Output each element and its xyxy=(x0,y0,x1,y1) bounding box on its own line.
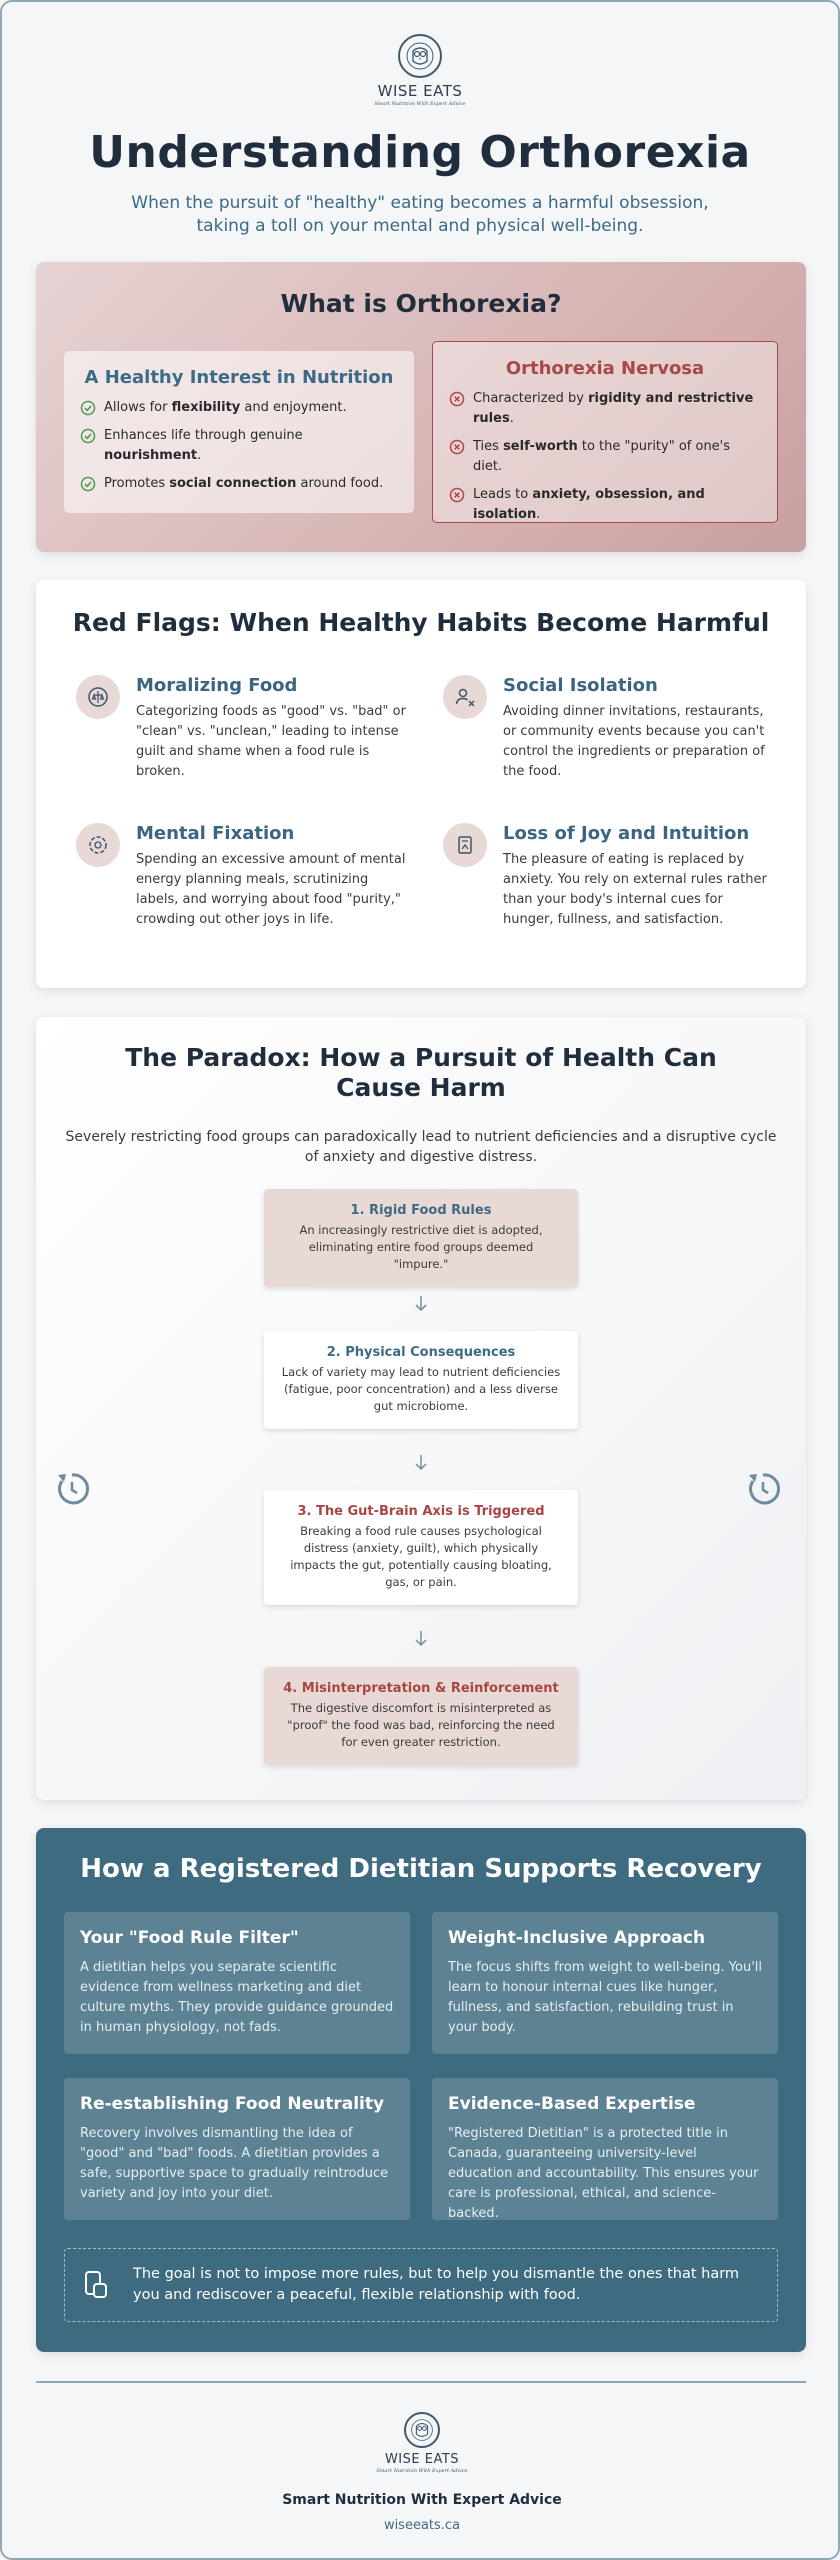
paradox-title: The Paradox: How a Pursuit of Health Can Cause Harm xyxy=(125,1043,717,1102)
red-flag-item xyxy=(76,675,406,782)
brand-tagline: Smart Nutrition With Expert Advice xyxy=(376,2468,468,2474)
cycle-arrow-icon xyxy=(52,1469,92,1509)
healthy-item: Promotes social connection around food. xyxy=(80,474,398,494)
dietitian-card-title: Evidence-Based Expertise xyxy=(448,2094,696,2114)
red-flag-text: The pleasure of eating is replaced by anxiety. You rely on external rules rather than your body's internal cues for hunger, fullness, and satisfaction. xyxy=(503,852,767,927)
healthy-item: Enhances life through genuine nourishment. xyxy=(80,426,398,466)
healthy-interest-card xyxy=(64,351,414,513)
cycle-step-text: Lack of variety may lead to nutrient deficiencies (fatigue, poor concentration) and a less diverse gut microbiome. xyxy=(281,1365,561,1413)
owl-logo-icon xyxy=(398,34,442,78)
rulebook-icon xyxy=(443,823,487,867)
dietitian-card-text: "Registered Dietitian" is a protected title in Canada, guaranteeing university-level education and accountability. This ensures your care is professional, ethical, and science-backed. xyxy=(448,2126,759,2221)
paradox-section xyxy=(36,1017,806,1800)
what-is-title: What is Orthorexia? xyxy=(280,289,562,318)
red-flag-text: Categorizing foods as "good" vs. "bad" or "clean" vs. "unclean," leading to intense guilt and shame when a food rule is broken. xyxy=(136,704,406,779)
cycle-step-card xyxy=(264,1189,578,1287)
red-flag-text: Avoiding dinner invitations, restaurants, or community events because you can't control the ingredients or preparation of the food. xyxy=(503,704,765,779)
page-title: Understanding Orthorexia xyxy=(89,127,751,178)
brand-name: WISE EATS xyxy=(377,82,463,100)
dietitian-card-title: Re-establishing Food Neutrality xyxy=(80,2094,385,2114)
paradox-intro: Severely restricting food groups can paradoxically lead to nutrient deficiencies and a disruptive cycle of anxiety and digestive distress. xyxy=(65,1129,777,1165)
footer-link[interactable]: wiseeats.ca xyxy=(383,2518,461,2533)
page-footer xyxy=(2,2412,840,2533)
dietitian-title: How a Registered Dietitian Supports Recovery xyxy=(80,1854,762,1884)
cycle-step-text: Breaking a food rule causes psychological distress (anxiety, guilt), which physically impacts the gut, potentially causing bloating, gas, or pain. xyxy=(290,1524,552,1589)
red-flag-title: Mental Fixation xyxy=(136,823,295,844)
dietitian-card xyxy=(432,2078,778,2220)
footer-strapline: Smart Nutrition With Expert Advice xyxy=(282,2492,562,2508)
dietitian-section xyxy=(36,1828,806,2352)
dietitian-card-title: Your "Food Rule Filter" xyxy=(80,1928,299,1948)
cycle-step-text: The digestive discomfort is misinterpreted as "proof" the food was bad, reinforcing the need for even greater restriction. xyxy=(287,1701,555,1749)
healthy-interest-title: A Healthy Interest in Nutrition xyxy=(84,367,394,388)
red-flag-title: Loss of Joy and Intuition xyxy=(503,823,750,844)
handshake-icon xyxy=(83,2269,111,2301)
cycle-step-card xyxy=(264,1667,578,1765)
brand-logo xyxy=(2,34,838,107)
dietitian-card-text: The focus shifts from weight to well-being. You'll learn to honour internal cues like hunger, fullness, and satisfaction, rebuilding trust in your body. xyxy=(448,1960,763,2035)
red-flag-text: Spending an excessive amount of mental energy planning meals, scrutinizing labels, and worrying about food "purity," crowding out other joys in life. xyxy=(136,852,406,927)
cycle-step-card xyxy=(264,1331,578,1429)
dietitian-card-title: Weight-Inclusive Approach xyxy=(448,1928,706,1948)
dietitian-card xyxy=(64,1912,410,2054)
healthy-item: Allows for flexibility and enjoyment. xyxy=(80,398,398,418)
dietitian-card xyxy=(64,2078,410,2220)
check-circle-icon xyxy=(80,476,96,492)
check-circle-icon xyxy=(80,428,96,444)
cycle-step-title: 3. The Gut-Brain Axis is Triggered xyxy=(297,1504,545,1519)
owl-logo-icon xyxy=(404,2412,440,2448)
orthorexia-nervosa-card xyxy=(432,341,778,523)
dietitian-card-text: Recovery involves dismantling the idea of "good" and "bad" foods. A dietitian provides a safe, supportive space to gradually reintroduce variety and joy into your diet. xyxy=(80,2126,389,2201)
cycle-step-title: 1. Rigid Food Rules xyxy=(350,1203,492,1218)
page-subtitle: When the pursuit of "healthy" eating becomes a harmful obsession, taking a toll on your mental and physical well-being. xyxy=(131,193,709,236)
scale-icon xyxy=(76,675,120,719)
nervosa-item: Ties self-worth to the "purity" of one's diet. xyxy=(449,437,761,477)
x-circle-icon xyxy=(449,487,465,503)
brand-tagline: Smart Nutrition With Expert Advice xyxy=(374,101,466,107)
goal-text: The goal is not to impose more rules, but to help you dismantle the ones that harm you and rediscover a peaceful, flexible relationship with food. xyxy=(133,2266,740,2303)
brand-name: WISE EATS xyxy=(384,2452,460,2467)
red-flag-item xyxy=(443,823,773,930)
cycle-arrow-icon xyxy=(743,1469,783,1509)
red-flag-item xyxy=(443,675,773,782)
red-flag-title: Social Isolation xyxy=(503,675,658,696)
check-circle-icon xyxy=(80,400,96,416)
brain-icon xyxy=(76,823,120,867)
what-is-section xyxy=(36,262,806,552)
cycle-step-title: 2. Physical Consequences xyxy=(326,1345,516,1360)
arrow-down-icon xyxy=(413,1629,429,1649)
arrow-down-icon xyxy=(413,1294,429,1314)
cycle-step-card xyxy=(264,1490,578,1605)
arrow-down-icon xyxy=(413,1453,429,1473)
red-flag-item xyxy=(76,823,406,930)
goal-callout xyxy=(64,2248,778,2322)
x-circle-icon xyxy=(449,439,465,455)
orthorexia-nervosa-title: Orthorexia Nervosa xyxy=(505,358,705,379)
red-flags-section xyxy=(36,580,806,988)
user-remove-icon xyxy=(443,675,487,719)
dietitian-card xyxy=(432,1912,778,2054)
red-flags-title: Red Flags: When Healthy Habits Become Harmful xyxy=(72,608,770,637)
dietitian-card-text: A dietitian helps you separate scientific evidence from wellness marketing and diet culture myths. They provide guidance grounded in human physiology, not fads. xyxy=(80,1960,394,2035)
red-flag-title: Moralizing Food xyxy=(136,675,298,696)
cycle-step-title: 4. Misinterpretation & Reinforcement xyxy=(283,1681,559,1696)
cycle-step-text: An increasingly restrictive diet is adopted, eliminating entire food groups deemed "impure." xyxy=(299,1223,543,1271)
nervosa-item: Leads to anxiety, obsession, and isolation. xyxy=(449,485,761,525)
x-circle-icon xyxy=(449,391,465,407)
footer-divider xyxy=(36,2381,806,2383)
nervosa-item: Characterized by rigidity and restrictive rules. xyxy=(449,389,761,429)
